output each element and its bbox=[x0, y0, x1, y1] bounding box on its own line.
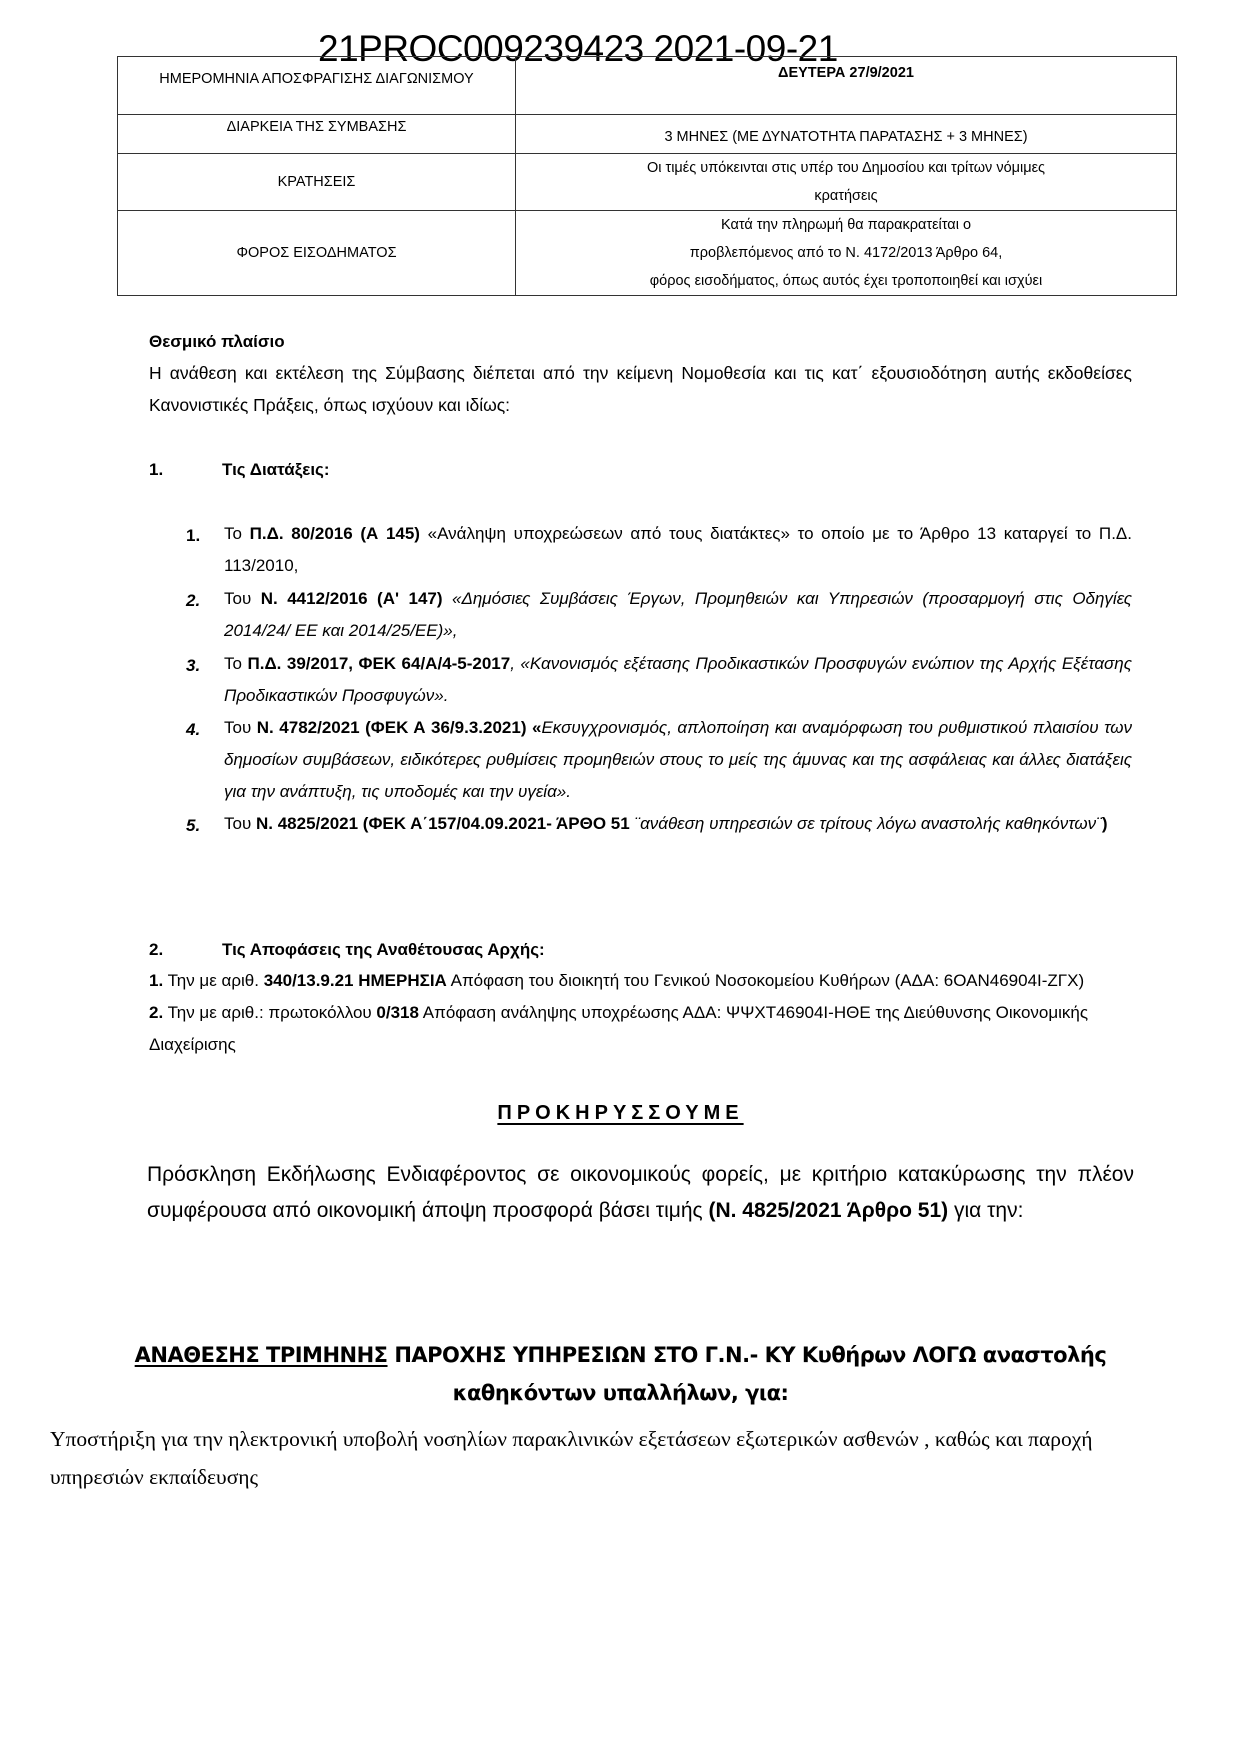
provision-number: 2. bbox=[186, 591, 201, 610]
label-cell bbox=[118, 57, 516, 115]
provision-item bbox=[224, 518, 1132, 582]
table-row bbox=[118, 211, 1177, 296]
framework-title: Θεσμικό πλαίσιο bbox=[149, 332, 285, 351]
provision-prefix: Του bbox=[224, 814, 256, 833]
decision-item bbox=[149, 997, 1109, 1061]
provision-item bbox=[224, 648, 1132, 712]
decision-item bbox=[149, 965, 1189, 997]
provision-law: Ν. 4782/2021 (ΦΕΚ Α 36/9.3.2021) « bbox=[256, 718, 542, 737]
value-text: Κατά την πληρωμή θα παρακρατείται ο bbox=[720, 217, 972, 233]
label-text: ΚΡΑΤΗΣΕΙΣ bbox=[277, 174, 356, 190]
provision-text: «Ανάληψη υποχρεώσεων από τους διατάκτες» το οποίο με το Άρθρο 13 καταργεί το Π.Δ. 113/2010, bbox=[224, 524, 1133, 575]
value-text: προβλεπόμενος από το Ν. 4172/2013 Άρθρο 64, bbox=[689, 245, 1003, 261]
value-text: 3 ΜΗΝΕΣ (ΜΕ ΔΥΝΑΤΟΤΗΤΑ ΠΑΡΑΤΑΣΗΣ + 3 ΜΗΝΕΣ) bbox=[664, 129, 1028, 145]
invitation-paragraph bbox=[147, 1157, 1134, 1229]
value-cell bbox=[516, 211, 1177, 296]
label-cell bbox=[118, 211, 516, 296]
provision-text: ¨ανάθεση υπηρεσιών σε τρίτους λόγω αναστολής καθηκόντων¨ bbox=[629, 814, 1102, 833]
label-cell bbox=[118, 154, 516, 211]
value-cell bbox=[516, 115, 1177, 154]
decision-ref: 0/318 bbox=[376, 1003, 419, 1022]
label-cell bbox=[118, 115, 516, 154]
value-cell bbox=[516, 154, 1177, 211]
table-row bbox=[118, 57, 1177, 115]
decision-prefix: Την με αριθ.: πρωτοκόλλου bbox=[163, 1003, 377, 1022]
assignment-underlined: ΑΝΑΘΕΣΗΣ ΤΡΙΜΗΝΗΣ bbox=[134, 1343, 388, 1367]
decision-ref: 340/13.9.21 ΗΜΕΡΗΣΙΑ bbox=[263, 971, 447, 990]
value-text: φόρος εισοδήματος, όπως αυτός έχει τροποποιηθεί και ισχύει bbox=[649, 273, 1043, 289]
value-text: ΔΕΥΤΕΡΑ 27/9/2021 bbox=[778, 65, 914, 81]
value-text: κρατήσεις bbox=[814, 188, 878, 204]
label-text: ΔΙΑΡΚΕΙΑ ΤΗΣ ΣΥΜΒΑΣΗΣ bbox=[226, 119, 407, 135]
provision-text: Εκσυγχρονισμός, απλοποίηση και αναμόρφωση του ρυθμιστικού πλαισίου των δημοσίων συμβάσεων, ειδικότερες ρυθμίσεις προμηθειών στους το μείς της άμυνας και της ασφάλειας και άλλες διατάξεις για την ανάπτυξη, τις υποδομές και την υγεία». bbox=[224, 718, 1132, 801]
table-row bbox=[118, 154, 1177, 211]
provision-tail: ) bbox=[1101, 814, 1108, 833]
assignment-line1: ΠΑΡΟΧΗΣ ΥΠΗΡΕΣΙΩΝ ΣΤΟ Γ.Ν.- ΚΥ Κυθήρων ΛΟΓΩ αναστολής bbox=[387, 1343, 1107, 1367]
invitation-law: (Ν. 4825/2021 Άρθρο 51) bbox=[708, 1199, 949, 1222]
label-text: ΦΟΡΟΣ ΕΙΣΟΔΗΜΑΤΟΣ bbox=[236, 245, 397, 261]
provision-number: 1. bbox=[186, 526, 201, 545]
invitation-text: Πρόσκληση Εκδήλωσης Ενδιαφέροντος σε οικονομικούς φορείς, με κριτήριο κατακύρωσης την πλέον συμφέρουσα από οικονομική άποψη προσφορά βάσει τιμής bbox=[147, 1163, 1134, 1222]
decision-prefix: Την με αριθ. bbox=[163, 971, 264, 990]
label-text: ΗΜΕΡΟΜΗΝΙΑ ΑΠΟΣΦΡΑΓΙΣΗΣ ΔΙΑΓΩΝΙΣΜΟΥ bbox=[159, 71, 474, 87]
provision-number: 3. bbox=[186, 656, 201, 675]
assignment-heading bbox=[0, 1343, 1241, 1367]
provision-law: Π.Δ. 80/2016 (Α 145) bbox=[249, 524, 420, 543]
provision-law: Ν. 4412/2016 (Α' 147) bbox=[260, 589, 443, 608]
document-stamp: 21PROC009239423 2021-09-21 bbox=[318, 28, 838, 69]
section1-title: Τις Διατάξεις: bbox=[222, 460, 330, 479]
provision-number: 4. bbox=[186, 720, 201, 739]
framework-intro: Η ανάθεση και εκτέλεση της Σύμβασης διέπεται από την κείμενη Νομοθεσία και τις κατ΄ εξουσιοδότηση αυτής εκδοθείσες Κανονιστικές Πράξεις, όπως ισχύουν και ιδίως: bbox=[149, 363, 1132, 415]
section2-title: Τις Αποφάσεις της Αναθέτουσας Αρχής: bbox=[222, 940, 545, 959]
provision-prefix: Το bbox=[224, 524, 250, 543]
table-row bbox=[118, 115, 1177, 154]
section1-number: 1. bbox=[149, 460, 164, 479]
decision-text: Απόφαση του διοικητή του Γενικού Νοσοκομείου Κυθήρων (ΑΔΑ: 6ΟΑΝ46904Ι-ΖΓΧ) bbox=[446, 971, 1085, 990]
provision-item bbox=[224, 808, 1132, 840]
provision-text: , «Κανονισμός εξέτασης Προδικαστικών Προσφυγών ενώπιον της Αρχής Εξέτασης Προδικαστικών Προσφυγών». bbox=[224, 654, 1133, 705]
provision-prefix: Το bbox=[224, 654, 248, 673]
value-cell bbox=[516, 57, 1177, 115]
provision-text: «Δημόσιες Συμβάσεις Έργων, Προμηθειών και Υπηρεσιών (προσαρμογή στις Οδηγίες 2014/24/ ΕΕ και 2014/25/ΕΕ)», bbox=[224, 589, 1132, 640]
provision-number: 5. bbox=[186, 816, 201, 835]
provision-law: Ν. 4825/2021 (ΦΕΚ Α΄157/04.09.2021- ΆΡΘΟ 51 bbox=[256, 814, 630, 833]
proclamation-heading bbox=[0, 1102, 1241, 1125]
provision-item bbox=[224, 712, 1132, 808]
assignment-subheading: καθηκόντων υπαλλήλων, για: bbox=[452, 1381, 789, 1405]
decision-number: 2. bbox=[149, 1003, 164, 1022]
decision-number: 1. bbox=[149, 971, 164, 990]
provision-law: Π.Δ. 39/2017, ΦΕΚ 64/Α/4-5-2017 bbox=[247, 654, 511, 673]
info-table bbox=[117, 56, 1177, 296]
decision-text: Απόφαση ανάληψης υποχρέωσης ΑΔΑ: ΨΨΧΤ46904Ι-ΗΘΕ της Διεύθυνσης Οικονομικής Διαχείρισης bbox=[149, 1003, 1089, 1054]
provision-item bbox=[224, 583, 1132, 647]
provision-prefix: Του bbox=[224, 718, 257, 737]
section2-number: 2. bbox=[149, 940, 164, 959]
provision-prefix: Του bbox=[224, 589, 261, 608]
value-text: Οι τιμές υπόκεινται στις υπέρ του Δημοσίου και τρίτων νόμιμες bbox=[646, 160, 1046, 176]
invitation-tail: για την: bbox=[948, 1199, 1024, 1222]
proclamation-text: ΠΡΟΚΗΡΥΣΣΟΥΜΕ bbox=[497, 1102, 744, 1124]
service-description: Υποστήριξη για την ηλεκτρονική υποβολή νοσηλίων παρακλινικών εξετάσεων εξωτερικών ασθενών , καθώς και παροχή υπηρεσιών εκπαίδευσης bbox=[50, 1427, 1093, 1489]
